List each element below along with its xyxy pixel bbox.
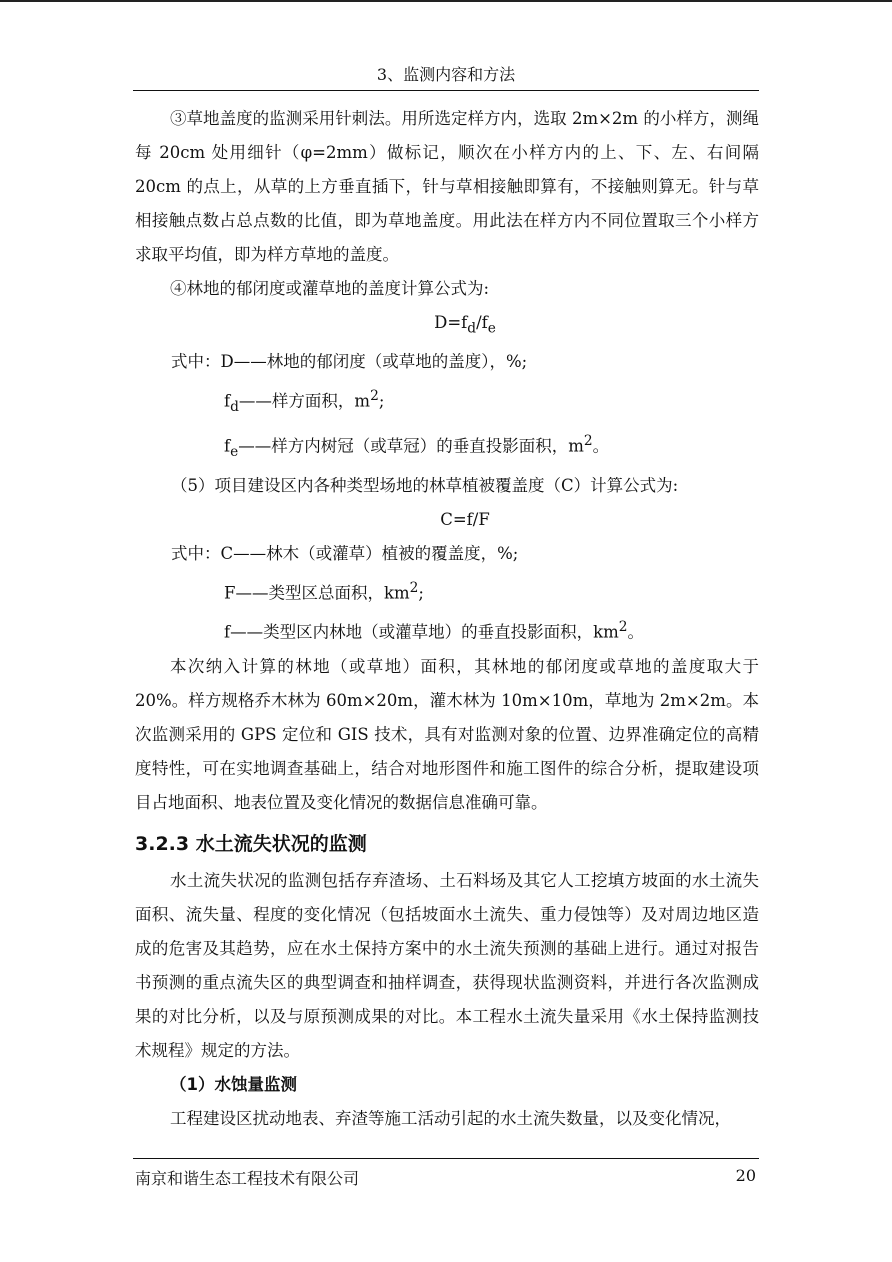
legend-subscript: d	[230, 399, 239, 416]
legend-line-fe	[135, 424, 759, 469]
legend-text: f	[224, 391, 231, 411]
legend-line-f-projection	[135, 610, 759, 650]
page-body	[135, 102, 759, 1136]
footer-company: 南京和谐生态工程技术有限公司	[135, 1169, 360, 1188]
legend-superscript: 2	[583, 433, 593, 450]
formula-subscript: d	[467, 320, 477, 337]
legend-text: F——类型区总面积，km	[224, 583, 410, 603]
legend-text: f	[224, 436, 231, 456]
top-border	[0, 0, 892, 2]
formula-canopy	[135, 306, 759, 345]
header-rule	[133, 90, 759, 91]
legend-line-fd	[135, 379, 759, 424]
legend-text: ;	[378, 391, 385, 411]
legend-line-d: 式中：D——林地的郁闭度（或草地的盖度），%;	[171, 352, 528, 372]
legend-text: ——样方面积，m	[238, 391, 371, 411]
paragraph-grass-coverage: ③草地盖度的监测采用针刺法。用所选定样方内，选取 2m×2m 的小样方，测绳每 20cm 处用细针（φ=2mm）做标记，顺次在小样方内的上、下、左、右间隔 20cm 的点上，从草的上方垂直插下，针与草相接触即算有，不接触则算无。针与草相接触点数占总点数的比值，即为草地盖度。用此法在样方内不同位置取三个小样方求取平均值，即为样方草地的盖度。	[135, 109, 759, 264]
legend-superscript: 2	[409, 579, 419, 596]
legend-text: 。	[592, 436, 610, 456]
legend-text: ;	[418, 583, 424, 603]
section-heading: 3.2.3 水土流失状况的监测	[135, 832, 367, 855]
footer-rule	[133, 1158, 759, 1159]
legend-superscript: 2	[618, 619, 628, 636]
legend-text: 。	[627, 622, 645, 642]
formula-coverage: C=f/F	[440, 509, 490, 529]
running-header: 3、监测内容和方法	[376, 65, 516, 84]
paragraph-formula-intro: ④林地的郁闭度或灌草地的盖度计算公式为:	[170, 279, 490, 298]
legend-line-f-total	[135, 571, 759, 611]
paragraph-sampling: 本次纳入计算的林地（或草地）面积，其林地的郁闭度或草地的盖度取大于 20%。样方规格乔木林为 60m×20m，灌木林为 10m×10m，草地为 2m×2m。本次监测采用的 GPS 定位和 GIS 技术，具有对监测对象的位置、边界准确定位的高精度特性，可在实地调查基础上，结合对地形图件和施工图件的综合分析，提取建设项目占地面积、地表位置及变化情况的数据信息准确可靠。	[135, 656, 759, 812]
formula-text: D=f	[434, 313, 468, 332]
formula-subscript: e	[487, 320, 496, 337]
paragraph-water-erosion: 工程建设区扰动地表、弃渣等施工活动引起的水土流失数量，以及变化情况，	[170, 1108, 731, 1128]
paragraph-soil-erosion: 水土流失状况的监测包括存弃渣场、土石料场及其它人工挖填方坡面的水土流失面积、流失量、程度的变化情况（包括坡面水土流失、重力侵蚀等）及对周边地区造成的危害及其趋势，应在水土保持方案中的水土流失预测的基础上进行。通过对报告书预测的重点流失区的典型调查和抽样调查，获得现状监测资料，并进行各次监测成果的对比分析，以及与原预测成果的对比。本工程水土流失量采用《水土保持监测技术规程》规定的方法。	[135, 870, 759, 1060]
legend-subscript: e	[230, 443, 239, 460]
formula-text: /f	[476, 313, 488, 332]
paragraph-coverage-intro: （5）项目建设区内各种类型场地的林草植被覆盖度（C）计算公式为:	[171, 475, 679, 495]
page-number: 20	[735, 1166, 756, 1185]
legend-superscript: 2	[370, 388, 379, 405]
legend-text: ——样方内树冠（或草冠）的垂直投影面积，m	[238, 436, 584, 456]
subsection-heading: （1）水蚀量监测	[170, 1074, 297, 1094]
legend-text: f——类型区内林地（或灌草地）的垂直投影面积，km	[224, 622, 619, 642]
legend-line-c: 式中：C——林木（或灌草）植被的覆盖度，%;	[171, 543, 519, 563]
